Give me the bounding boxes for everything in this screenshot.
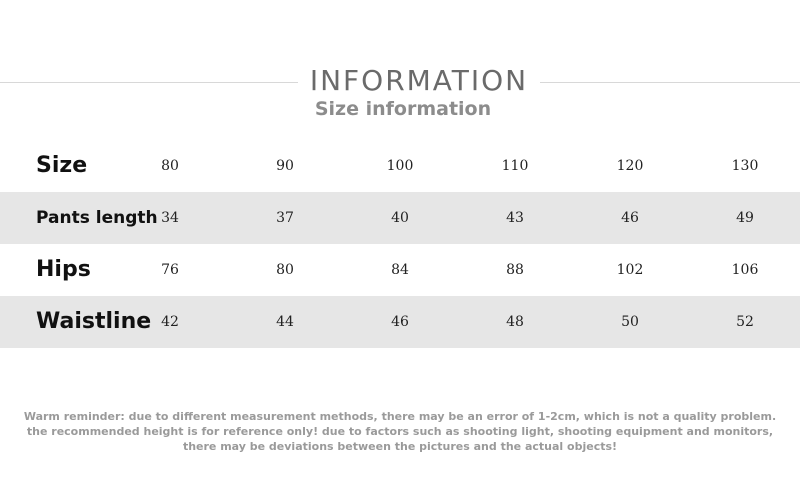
page-subtitle: Size information: [314, 98, 492, 120]
table-cell: 48: [506, 314, 524, 330]
table-cell: 49: [736, 210, 754, 226]
table-row-pants-length: [0, 192, 800, 244]
table-cell: 52: [736, 314, 754, 330]
row-label-waistline: Waistline: [36, 309, 152, 334]
note-line: there may be deviations between the pictures and the actual objects!: [182, 440, 618, 453]
size-table: [0, 140, 800, 348]
table-cell: 34: [161, 210, 179, 226]
section-header: [0, 58, 800, 138]
header-divider-right: [540, 82, 800, 83]
table-row-size: [0, 140, 800, 192]
table-cell: 44: [276, 314, 294, 330]
table-cell: 120: [616, 158, 644, 174]
table-cell: 102: [616, 262, 644, 278]
table-cell: 80: [161, 158, 179, 174]
note-line: the recommended height is for reference only! due to factors such as shooting light, shooting equipment and monitors,: [26, 425, 774, 438]
table-cell: 106: [731, 262, 759, 278]
table-cell: 37: [276, 210, 294, 226]
table-cell: 110: [501, 158, 529, 174]
row-label-size: Size: [36, 153, 88, 178]
header-divider-left: [0, 82, 298, 83]
table-cell: 100: [386, 158, 414, 174]
table-cell: 80: [276, 262, 294, 278]
table-cell: 90: [276, 158, 294, 174]
table-cell: 43: [506, 210, 524, 226]
table-cell: 76: [161, 262, 179, 278]
table-row-waistline: [0, 296, 800, 348]
page-title: INFORMATION: [309, 64, 529, 97]
table-cell: 130: [731, 158, 759, 174]
table-cell: 84: [391, 262, 409, 278]
table-row-hips: [0, 244, 800, 296]
table-cell: 88: [506, 262, 524, 278]
note-line: Warm reminder: due to different measurement methods, there may be an error of 1-2cm, which is not a quality problem.: [23, 410, 777, 423]
table-cell: 46: [621, 210, 639, 226]
warm-reminder-notes: [0, 409, 800, 454]
table-cell: 40: [391, 210, 409, 226]
table-cell: 46: [391, 314, 409, 330]
row-label-pants-length: Pants length: [36, 208, 158, 228]
row-label-hips: Hips: [36, 257, 91, 282]
table-cell: 50: [621, 314, 639, 330]
table-cell: 42: [161, 314, 179, 330]
